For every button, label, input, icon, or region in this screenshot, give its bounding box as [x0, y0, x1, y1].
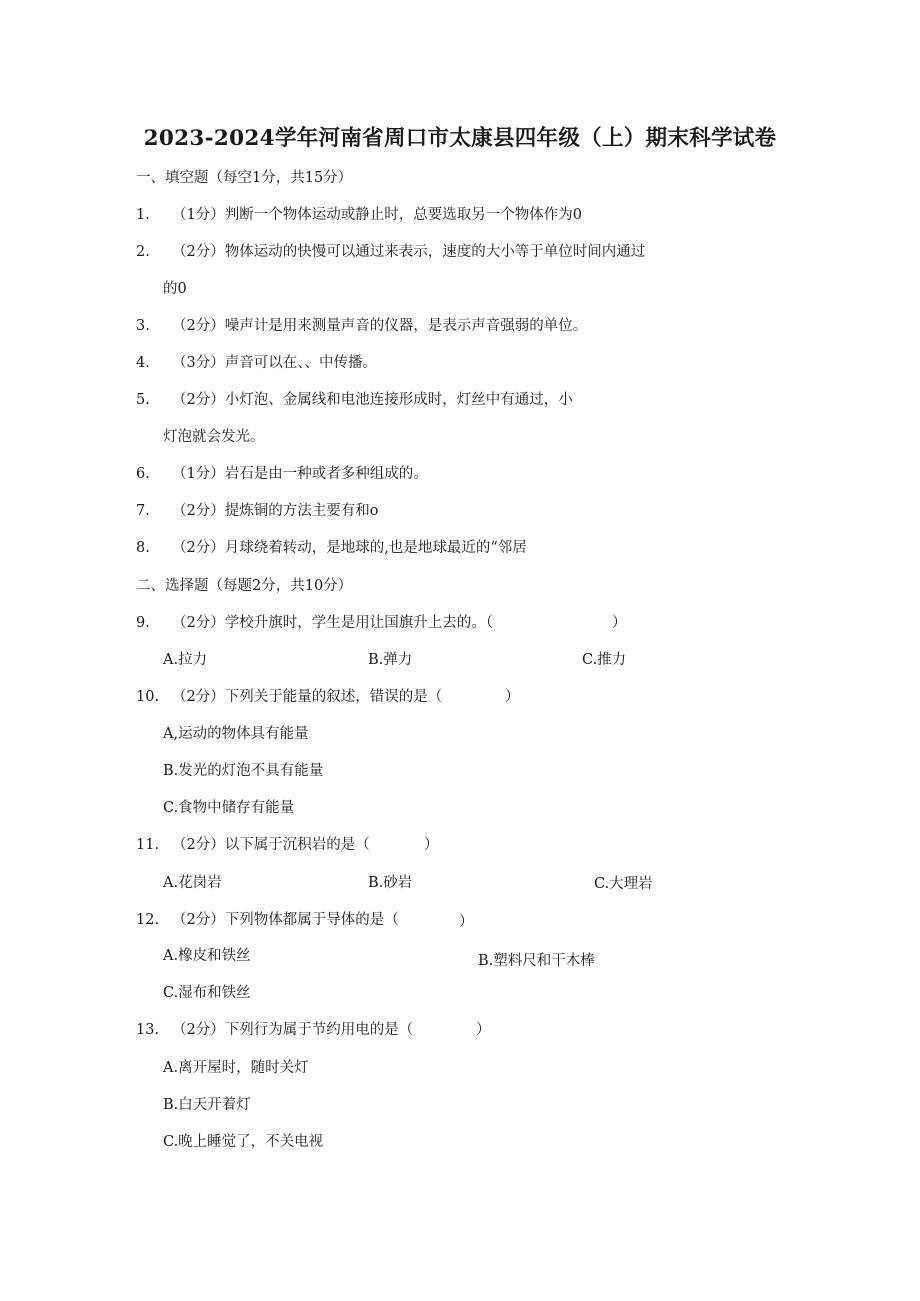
question-number: 2.: [136, 244, 150, 260]
question-number: 11.: [136, 837, 160, 853]
question-number: 7.: [136, 503, 150, 519]
question-text: （2分）物体运动的快慢可以通过来表示，速度的大小等于单位时间内通过: [172, 244, 646, 260]
question-number: 3.: [136, 318, 150, 334]
question-number: 1.: [136, 207, 150, 223]
question-text: （3分）声音可以在、、中传播。: [172, 355, 377, 371]
question-number: 6.: [136, 466, 150, 482]
exam-title: 2023-2024学年河南省周口市太康县四年级（上）期末科学试卷: [143, 126, 777, 151]
option-b: B.发光的灯泡不具有能量: [163, 763, 324, 779]
option-a: A.花岗岩: [163, 875, 222, 891]
option-c: C.推力: [582, 652, 627, 668]
question-number: 13.: [136, 1022, 160, 1038]
answer-paren-close: ）: [424, 837, 439, 853]
option-c: C.食物中储存有能量: [163, 800, 295, 816]
question-text: （2分）下列行为属于节约用电的是（: [172, 1022, 414, 1038]
question-text: （1分）岩石是由一种或者多种组成的。: [172, 466, 428, 482]
question-text: （2分）下列物体都属于导体的是（: [172, 912, 399, 928]
question-text: （2分）月球绕着转动，是地球的,也是地球最近的“邻居: [172, 540, 527, 556]
section-heading-fill-in: 一、填空题（每空1分，共15分）: [136, 170, 353, 186]
option-a: A.橡皮和铁丝: [163, 948, 251, 964]
option-c: C.湿布和铁丝: [163, 985, 251, 1001]
option-a: A,运动的物体具有能量: [163, 726, 309, 742]
answer-paren-close: ）: [476, 1022, 491, 1038]
option-c: C.大理岩: [594, 876, 653, 892]
question-text: （2分）以下属于沉积岩的是（: [172, 837, 370, 853]
question-text: （1分）判断一个物体运动或静止时，总要选取另一个物体作为0: [172, 207, 582, 223]
option-b: B.白天开着灯: [163, 1097, 251, 1113]
question-number: 10.: [136, 689, 160, 705]
option-a: A.拉力: [163, 652, 208, 668]
option-c: C.晚上睡觉了，不关电视: [163, 1134, 324, 1150]
question-text: （2分）下列关于能量的叙述，错误的是（: [172, 689, 443, 705]
question-number: 9.: [136, 615, 150, 631]
answer-paren-close: ）: [505, 689, 520, 705]
option-b: B.塑料尺和干木棒: [478, 953, 595, 969]
question-text: （2分）小灯泡、金属线和电池连接形成时，灯丝中有通过，小: [172, 392, 573, 408]
option-b: B.砂岩: [368, 875, 413, 891]
question-number: 8.: [136, 540, 150, 556]
option-a: A.离开屋时，随时关灯: [163, 1060, 309, 1076]
section-heading-multiple-choice: 二、选择题（每题2分，共10分）: [136, 578, 353, 594]
question-text-continued: 的0: [163, 281, 187, 297]
option-b: B.弹力: [368, 652, 413, 668]
question-text: （2分）提炼铜的方法主要有和o: [172, 503, 379, 519]
question-text-continued: 灯泡就会发光。: [163, 429, 265, 445]
question-number: 5.: [136, 392, 150, 408]
question-text: （2分）学校升旗时，学生是用让国旗升上去的。（: [172, 615, 493, 631]
question-number: 12.: [136, 912, 160, 928]
question-number: 4.: [136, 355, 150, 371]
answer-paren-close: ）: [612, 615, 627, 631]
question-text: （2分）噪声计是用来测量声音的仪器，是表示声音强弱的单位。: [172, 318, 588, 334]
answer-paren-close: ）: [459, 914, 474, 930]
